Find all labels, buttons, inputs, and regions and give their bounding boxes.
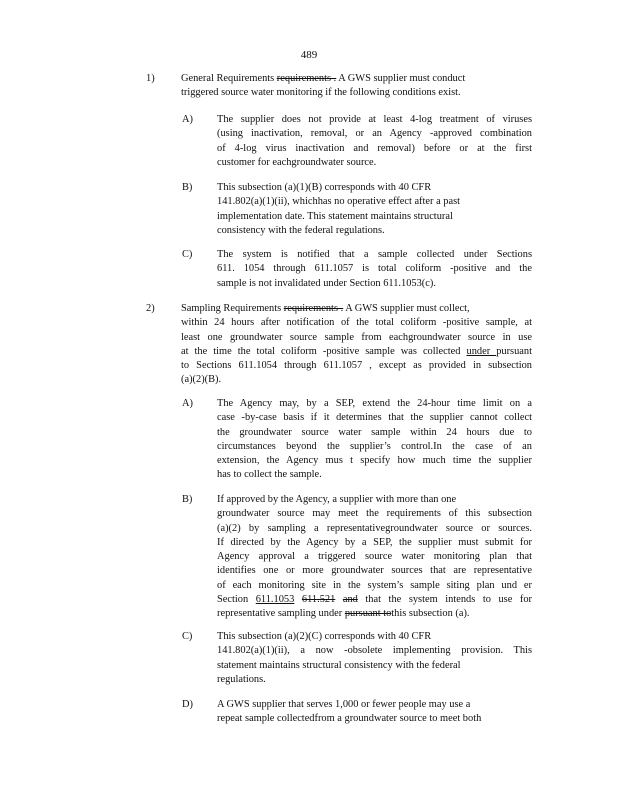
subitem-number: A) (182, 398, 193, 409)
text-line: General Requirements requirements . A GWS supplier must conduct (181, 73, 466, 84)
text-line: within 24 hours after notification of the total coliform -positive sample, at (181, 317, 532, 329)
text-line: case -by-case basis if it determines that the supplier cannot collect (217, 412, 532, 424)
text-line: If approved by the Agency, a supplier with more than one (217, 494, 457, 505)
text-line: at the time the total coliform -positive sample was collected under pursuant (181, 345, 532, 357)
text-line: the groundwater source water sample within 24 hours due to (217, 426, 532, 438)
text-line: Agency approval a triggered source water monitoring plan that (217, 551, 532, 563)
inserted-text: 611.1053 (255, 594, 295, 606)
page-number: 489 (300, 49, 318, 61)
item-number: 2) (146, 303, 155, 314)
text-line: Section 611.1053 611.521 and that the system intends to use for (217, 594, 532, 606)
text-line: circumstances beyond the supplier’s control.In the case of an (217, 440, 532, 452)
text-line: If directed by the Agency by a SEP, the supplier must submit for (217, 536, 532, 548)
text-line: 141.802(a)(1)(ii), whichhas no operative effect after a past (217, 196, 461, 208)
text-line: triggered source water monitoring if the following conditions exist. (181, 87, 461, 99)
subitem-number: B) (182, 182, 193, 193)
text-line: 141.802(a)(1)(ii), a now -obsolete implementing provision. This (217, 645, 532, 657)
text-line: This subsection (a)(2)(C) corresponds with 40 CFR (217, 631, 432, 642)
text-line: to Sections 611.1054 through 611.1057 , except as provided in subsection (181, 360, 532, 372)
text-line: of each monitoring site in the system’s sample siting plan und er (217, 579, 532, 591)
subitem-text (217, 630, 532, 687)
text-line: The system is notified that a sample collected under Sections (217, 249, 532, 260)
subitem-text (217, 181, 532, 238)
inserted-text: under (466, 345, 497, 357)
subitem-text (217, 248, 532, 291)
text-line: groundwater source may meet the requirements of this subsection (217, 508, 532, 520)
text-line: of 4-log virus inactivation and removal) before or at the first (217, 142, 532, 154)
text-line: consistency with the federal regulations. (217, 224, 385, 236)
text-line: representative sampling under pursuant tothis subsection (a). (217, 608, 470, 620)
item-1-text (181, 72, 521, 101)
text-line: extension, the Agency mus t specify how much time the supplier (217, 455, 532, 467)
text-line: 611. 1054 through 611.1057 is total coliform -positive and the (217, 263, 532, 275)
deleted-text: requirements . (276, 73, 337, 84)
subitem-number: B) (182, 494, 193, 505)
text-line: identifies one or more groundwater sources that are representative (217, 565, 532, 577)
subitem-number: C) (182, 249, 193, 260)
text-line: (a)(2) by sampling a representativegroundwater source or sources. (217, 522, 532, 534)
subitem-number: A) (182, 114, 193, 125)
text-line: The supplier does not provide at least 4-log treatment of viruses (217, 114, 532, 125)
text-line: least one groundwater source sample from eachgroundwater source in use (181, 331, 532, 343)
deleted-text: pursuant to (344, 608, 392, 620)
subitem-text (217, 113, 532, 170)
text-line: This subsection (a)(1)(B) corresponds with 40 CFR (217, 182, 432, 193)
text-line: A GWS supplier that serves 1,000 or fewer people may use a (217, 699, 471, 710)
item-number: 1) (146, 73, 155, 84)
item-2-text (181, 302, 532, 388)
text-line: sample is not invalidated under Section 611.1053(c). (217, 277, 436, 289)
subitem-number: D) (182, 699, 193, 710)
deleted-text: and (342, 594, 358, 606)
text-line: (a)(2)(B). (181, 374, 222, 386)
subitem-text (217, 397, 532, 483)
subitem-text (217, 493, 532, 622)
text-line: has to collect the sample. (217, 469, 322, 481)
text-line: Sampling Requirements requirements . A GWS supplier must collect, (181, 303, 470, 314)
text-line: The Agency may, by a SEP, extend the 24-hour time limit on a (217, 398, 532, 409)
subitem-number: C) (182, 631, 193, 642)
text-line: statement maintains structural consistency with the federal (217, 659, 461, 671)
text-line: (using inactivation, removal, or an Agency -approved combination (217, 128, 532, 140)
text-line: implementation date. This statement maintains structural (217, 210, 453, 222)
text-line: repeat sample collectedfrom a groundwater source to meet both (217, 713, 482, 725)
subitem-text (217, 698, 532, 727)
deleted-text: 611.521 (301, 594, 336, 606)
text-line: customer for eachgroundwater source. (217, 156, 377, 168)
deleted-text: requirements . (283, 303, 344, 314)
text-line: regulations. (217, 673, 266, 685)
